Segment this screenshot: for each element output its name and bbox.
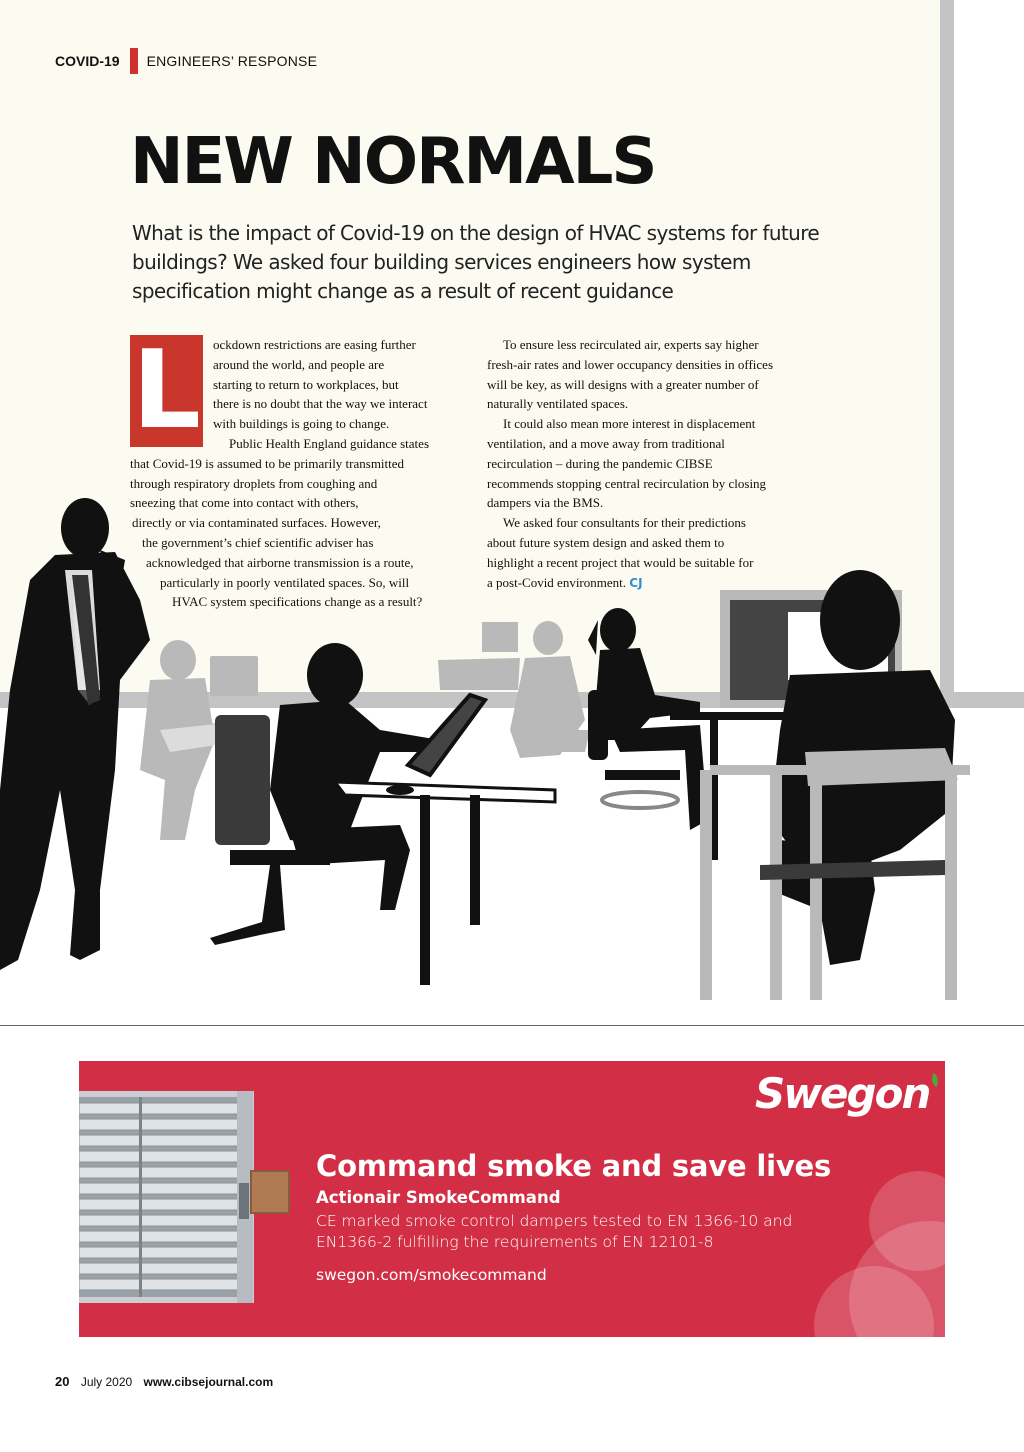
- standfirst-line: buildings? We asked four building services engineers how system: [132, 250, 751, 274]
- section-subtitle: ENGINEERS’ RESPONSE: [146, 53, 318, 69]
- body-line: around the world, and people are: [213, 356, 385, 372]
- section-header: [55, 48, 317, 74]
- article-column-1: [130, 335, 470, 612]
- body-line: It could also mean more interest in displacement: [503, 416, 756, 432]
- standfirst-line: specification might change as a result of recent guidance: [132, 279, 674, 303]
- body-line: about future system design and asked them to: [487, 534, 725, 550]
- section-tag: COVID-19: [55, 53, 120, 69]
- swegon-logo: Swegon: [755, 1069, 930, 1118]
- body-line: HVAC system specifications change as a result?: [172, 594, 423, 610]
- body-line: fresh-air rates and lower occupancy densities in offices: [487, 356, 774, 372]
- article-headline: NEW NORMALS: [130, 125, 656, 199]
- body-line: recirculation – during the pandemic CIBSE: [487, 455, 713, 471]
- body-line: naturally ventilated spaces.: [487, 396, 629, 412]
- body-line: there is no doubt that the way we interact: [213, 396, 428, 412]
- body-line: dampers via the BMS.: [487, 495, 604, 511]
- website-link[interactable]: www.cibsejournal.com: [143, 1375, 274, 1389]
- section-rule: [0, 1025, 1024, 1026]
- article-column-2: [487, 335, 827, 593]
- page-footer: [55, 1374, 273, 1389]
- ad-description-line: CE marked smoke control dampers tested to EN 1366-10 and: [316, 1212, 793, 1230]
- body-line: ockdown restrictions are easing further: [213, 337, 416, 352]
- issue-date: July 2020: [80, 1375, 133, 1389]
- page-number: 20: [55, 1374, 70, 1389]
- body-line: [487, 573, 827, 594]
- article-standfirst: [132, 219, 852, 306]
- body-line: highlight a recent project that would be suitable for: [487, 554, 754, 570]
- body-line: acknowledged that airborne transmission is a route,: [146, 554, 414, 570]
- body-line: We asked four consultants for their predictions: [503, 515, 746, 531]
- body-line: ventilation, and a move away from traditional: [487, 435, 725, 451]
- swegon-advert[interactable]: [79, 1061, 945, 1337]
- body-line: To ensure less recirculated air, experts say higher: [503, 337, 759, 352]
- damper-product-image: [79, 1091, 299, 1306]
- body-line: starting to return to workplaces, but: [213, 376, 399, 392]
- body-line-text: a post-Covid environment.: [487, 574, 627, 590]
- ad-headline: Command smoke and save lives: [316, 1149, 832, 1183]
- body-line: the government’s chief scientific adviser has: [142, 534, 374, 550]
- standing-man-silhouette: [0, 498, 150, 970]
- ad-url-link[interactable]: swegon.com/smokecommand: [316, 1266, 547, 1284]
- body-line: Public Health England guidance states: [229, 435, 430, 451]
- standfirst-line: What is the impact of Covid-19 on the design of HVAC systems for future: [132, 221, 820, 245]
- body-line: through respiratory droplets from coughing and: [130, 475, 378, 491]
- body-line: recommends stopping central recirculation by closing: [487, 475, 767, 491]
- body-line: with buildings is going to change.: [213, 416, 390, 432]
- body-line: sneezing that come into contact with others,: [130, 495, 359, 511]
- section-divider-bar: [130, 48, 138, 74]
- author-signoff: CJ: [629, 575, 643, 590]
- body-line: particularly in poorly ventilated spaces. So, will: [160, 574, 410, 590]
- logo-leaf-icon: [929, 1073, 941, 1087]
- body-line: directly or via contaminated surfaces. However,: [132, 515, 381, 531]
- ad-product-name: Actionair SmokeCommand: [316, 1188, 561, 1207]
- body-line: that Covid-19 is assumed to be primarily transmitted: [130, 455, 405, 471]
- ad-description-line: EN1366-2 fulfilling the requirements of EN 12101-8: [316, 1233, 714, 1251]
- ad-description: [316, 1211, 876, 1253]
- body-line: will be key, as will designs with a greater number of: [487, 376, 759, 392]
- drop-cap: L: [130, 335, 203, 447]
